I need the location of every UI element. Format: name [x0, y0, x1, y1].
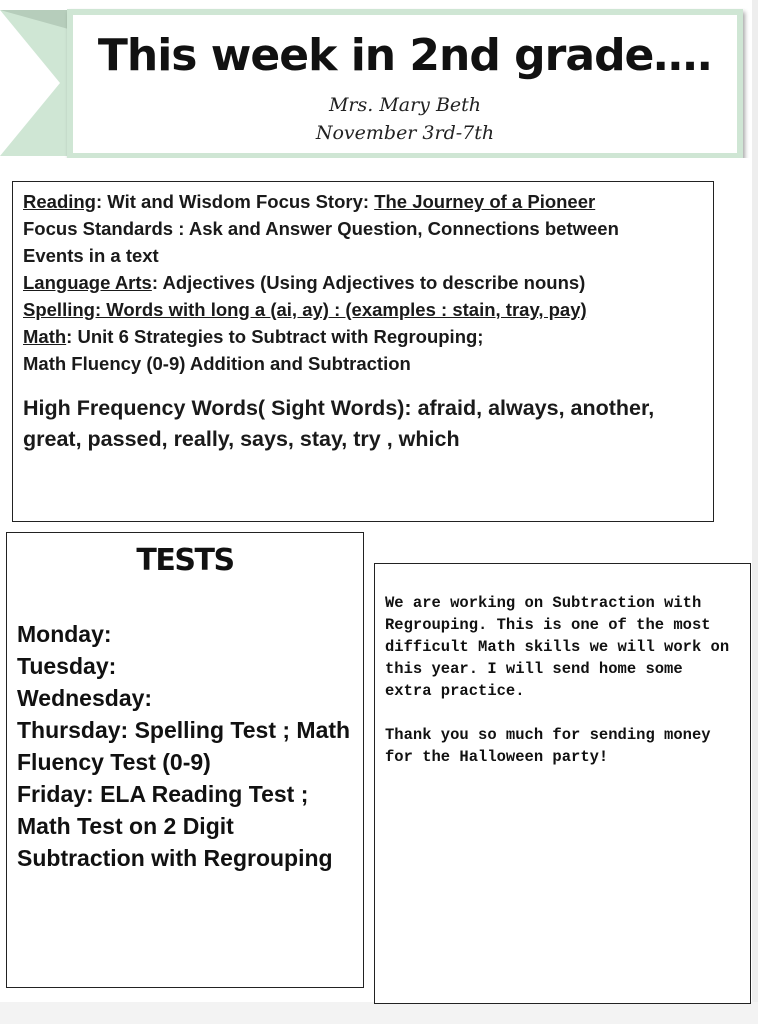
reading-label: Reading [23, 191, 96, 212]
test-friday-line-1: Friday: ELA Reading Test ; [17, 781, 309, 807]
reading-text: : Wit and Wisdom Focus Story: [95, 191, 375, 212]
test-friday-line-2: Math Test on 2 Digit [17, 813, 234, 839]
test-thursday-line-1: Thursday: Spelling Test ; Math [17, 717, 351, 743]
test-wednesday: Wednesday: [17, 685, 153, 711]
test-monday: Monday: [17, 621, 112, 647]
language-arts-text: : Adjectives (Using Adjectives to describe nouns) [151, 272, 586, 293]
test-thursday-line-2: Fluency Test (0-9) [17, 749, 211, 775]
page-title: This week in 2nd grade…. [97, 30, 713, 81]
note-paragraph-subtraction: We are working on Subtraction with Regrouping. This is one of the most difficult Math skills we will work on this year. I will send home some extra practice. [385, 594, 730, 700]
math-fluency-line: Math Fluency (0-9) Addition and Subtraction [23, 353, 411, 374]
teacher-note-section [374, 563, 751, 1004]
note-paragraph-thanks: Thank you so much for sending money for the Halloween party! [385, 726, 711, 766]
math-line [23, 323, 703, 350]
focus-standards-line-1: Focus Standards : Ask and Answer Question, Connections between [23, 218, 619, 239]
header-banner [0, 8, 752, 158]
math-text: : Unit 6 Strategies to Subtract with Regrouping; [66, 326, 484, 347]
language-arts-line [23, 269, 703, 296]
teacher-name: Mrs. Mary Beth [328, 94, 482, 116]
test-tuesday: Tuesday: [17, 653, 117, 679]
tests-section [6, 532, 364, 988]
language-arts-label: Language Arts [23, 272, 152, 293]
week-dates: November 3rd-7th [315, 122, 495, 144]
math-label: Math [23, 326, 67, 347]
high-frequency-words: High Frequency Words( Sight Words): afraid, always, another, great, passed, really, says, stay, try , which [23, 396, 655, 451]
spelling-line: Spelling: Words with long a (ai, ay) : (examples : stain, tray, pay) [23, 299, 587, 320]
curriculum-section [12, 181, 714, 522]
page-bottom-strip [0, 1002, 758, 1024]
ribbon-tail [0, 10, 72, 156]
test-friday-line-3: Subtraction with Regrouping [17, 845, 333, 871]
focus-standards-line-2: Events in a text [23, 245, 159, 266]
tests-title: TESTS [136, 543, 234, 578]
reading-story: The Journey of a Pioneer [374, 191, 596, 212]
page-edge [752, 0, 758, 1024]
reading-line [23, 188, 703, 215]
